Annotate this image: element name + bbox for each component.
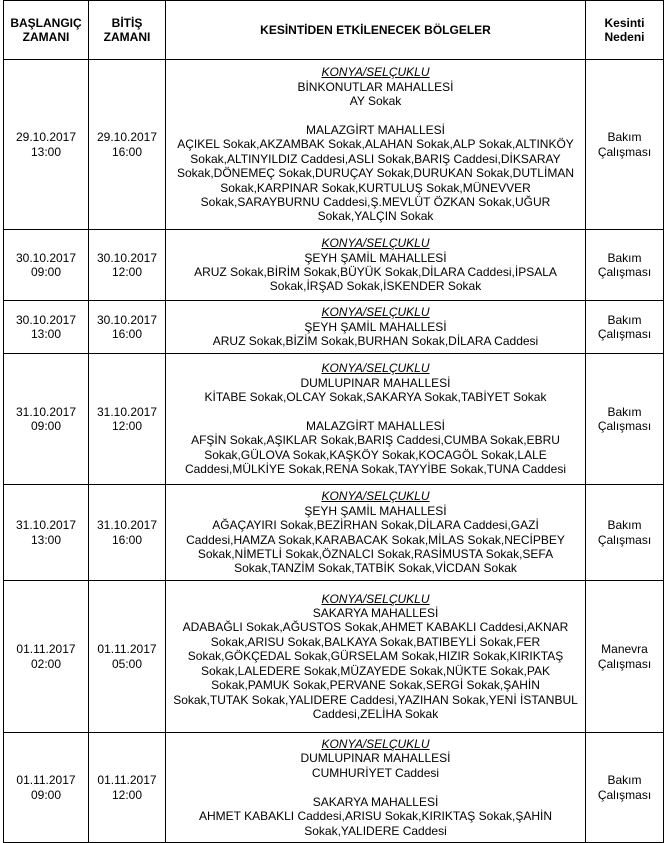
end-time-cell bbox=[89, 581, 166, 733]
start-date: 31.10.2017 bbox=[15, 404, 77, 419]
table-row bbox=[4, 485, 664, 581]
start-time-cell bbox=[4, 230, 89, 301]
start-hour: 13:00 bbox=[30, 327, 62, 341]
city-district: KONYA/SELÇUKLU bbox=[321, 591, 430, 606]
city-district: KONYA/SELÇUKLU bbox=[321, 236, 430, 251]
end-hour: 12:00 bbox=[111, 787, 143, 802]
table-row bbox=[4, 301, 664, 354]
neighborhood-name: SAKARYA MAHALLESİ bbox=[312, 606, 439, 621]
start-hour: 13:00 bbox=[30, 532, 62, 547]
street-list: AÇIKEL Sokak,AKZAMBAK Sokak,ALAHAN Sokak,ALP Sokak,ALTINKÖY Sokak,ALTINYILDIZ Caddesi,ASLI Sokak,BARIŞ Caddesi,DİKSARAY Sokak,DÖNEMEÇ Sokak,DURUÇAY Sokak,DURUKAN Sokak,DUTLİMAN Sokak,KARPINAR Sokak,KURTULUŞ Sokak,MÜNEVVER Sokak,SARAYBURNU Caddesi,Ş.MEVLÜT ÖZKAN Sokak,UĞUR Sokak,YALÇIN Sokak bbox=[177, 137, 574, 224]
end-time-cell bbox=[89, 301, 166, 354]
outage-reason-cell bbox=[586, 354, 664, 485]
end-date: 01.11.2017 bbox=[97, 642, 157, 657]
end-hour: 16:00 bbox=[111, 532, 143, 547]
end-date: 30.10.2017 bbox=[96, 312, 158, 327]
street-list: AFŞİN Sokak,AŞIKLAR Sokak,BARIŞ Caddesi,CUMBA Sokak,EBRU Sokak,GÜLOVA Sokak,KAŞKÖY Sokak,KOCAGÖL Sokak,LALE Caddesi,MÜLKİYE Sokak,RENA Sokak,TAYYİBE Sokak,TUNA Caddesi bbox=[184, 433, 567, 477]
outage-reason-cell bbox=[586, 581, 664, 733]
start-time-cell bbox=[4, 733, 89, 843]
end-date: 29.10.2017 bbox=[96, 130, 158, 145]
end-time-cell bbox=[89, 733, 166, 843]
end-time-cell bbox=[89, 230, 166, 301]
start-time-cell bbox=[4, 60, 89, 230]
start-date: 29.10.2017 bbox=[15, 130, 77, 145]
street-list: AĞAÇAYIRI Sokak,BEZİRHAN Sokak,DİLARA Caddesi,GAZİ Caddesi,HAMZA Sokak,KARABACAK Sokak,MİLAS Sokak,NECİPBEY Sokak,NİMETLİ Sokak,ÖZNALCI Sokak,RASİMUSTA Sokak,SEFA Sokak,TANZİM Sokak,TATBİK Sokak,VİCDAN Sokak bbox=[186, 518, 565, 576]
street-list: CUMHURİYET Caddesi bbox=[311, 765, 440, 780]
outage-table bbox=[3, 0, 664, 843]
start-time-cell bbox=[4, 485, 89, 581]
end-time-cell bbox=[89, 485, 166, 581]
affected-region-cell bbox=[166, 60, 586, 230]
street-list: AHMET KABAKLI Caddesi,ARISU Sokak,KIRIKTAŞ Sokak,ŞAHİN Sokak,YALIDERE Caddesi bbox=[198, 809, 552, 838]
start-date: 31.10.2017 bbox=[15, 518, 77, 533]
header-outage-reason: Kesinti Nedeni bbox=[586, 1, 664, 60]
start-hour: 13:00 bbox=[30, 144, 62, 159]
end-hour: 16:00 bbox=[111, 327, 143, 341]
street-list: ARUZ Sokak,BİZİM Sokak,BURHAN Sokak,DİLARA Caddesi bbox=[212, 334, 539, 349]
start-date: 01.11.2017 bbox=[16, 642, 76, 657]
end-time-cell bbox=[89, 354, 166, 485]
header-start-time: BAŞLANGIÇ ZAMANI bbox=[4, 1, 89, 60]
city-district: KONYA/SELÇUKLU bbox=[321, 489, 430, 504]
start-date: 01.11.2017 bbox=[16, 773, 76, 788]
reason-line-2: Çalışması bbox=[597, 656, 652, 671]
neighborhood-name: DUMLUPINAR MAHALLESİ bbox=[300, 751, 451, 766]
end-hour: 12:00 bbox=[111, 265, 143, 279]
reason-line-2: Çalışması bbox=[597, 419, 652, 433]
reason-line-2: Çalışması bbox=[597, 532, 652, 547]
end-date: 30.10.2017 bbox=[96, 250, 158, 265]
end-hour: 16:00 bbox=[111, 144, 143, 159]
affected-region-cell bbox=[166, 230, 586, 301]
city-district: KONYA/SELÇUKLU bbox=[321, 65, 430, 80]
start-hour: 02:00 bbox=[30, 656, 62, 671]
table-row bbox=[4, 581, 664, 733]
header-row bbox=[4, 1, 664, 60]
city-district: KONYA/SELÇUKLU bbox=[321, 737, 430, 752]
start-hour: 09:00 bbox=[30, 419, 62, 433]
neighborhood-name: DUMLUPINAR MAHALLESİ bbox=[300, 375, 451, 390]
table-row bbox=[4, 60, 664, 230]
reason-line-1: Manevra bbox=[601, 642, 648, 657]
affected-region-cell bbox=[166, 581, 586, 733]
reason-line-2: Çalışması bbox=[597, 144, 652, 159]
neighborhood-name: MALAZGİRT MAHALLESİ bbox=[306, 418, 445, 433]
reason-line-2: Çalışması bbox=[597, 787, 652, 802]
outage-reason-cell bbox=[586, 301, 664, 354]
street-list: ADABAĞLI Sokak,AĞUSTOS Sokak,AHMET KABAKLI Caddesi,AKNAR Sokak,ARISU Sokak,BALKAYA Sokak,BATIBEYLİ Sokak,FER Sokak,GÖKÇEDAL Sokak,GÜRSELAM Sokak,HIZIR Sokak,KIRIKTAŞ Sokak,LALEDERE Sokak,MÜZAYEDE Sokak,NÜKTE Sokak,PAK Sokak,PAMUK Sokak,PERVANE Sokak,SERGİ Sokak,ŞAHİN Sokak,TUTAK Sokak,YALIDERE Caddesi,YAZIHAN Sokak,YENİ İSTANBUL Caddesi,ZELİHA Sokak bbox=[173, 620, 578, 721]
neighborhood-name: SAKARYA MAHALLESİ bbox=[312, 794, 439, 809]
neighborhood-name: ŞEYH ŞAMİL MAHALLESİ bbox=[304, 250, 447, 265]
reason-line-1: Bakım bbox=[607, 130, 642, 145]
table-row bbox=[4, 733, 664, 843]
city-district: KONYA/SELÇUKLU bbox=[321, 305, 430, 320]
end-date: 31.10.2017 bbox=[96, 518, 158, 533]
neighborhood-name: ŞEYH ŞAMİL MAHALLESİ bbox=[304, 503, 447, 518]
table-row bbox=[4, 230, 664, 301]
start-hour: 09:00 bbox=[30, 787, 62, 802]
end-time-cell bbox=[89, 60, 166, 230]
start-time-cell bbox=[4, 301, 89, 354]
street-list: KİTABE Sokak,OLCAY Sokak,SAKARYA Sokak,TABİYET Sokak bbox=[204, 390, 547, 405]
affected-region-cell bbox=[166, 354, 586, 485]
affected-region-cell bbox=[166, 733, 586, 843]
reason-line-1: Bakım bbox=[607, 312, 642, 327]
header-affected-regions: KESİNTİDEN ETKİLENECEK BÖLGELER bbox=[166, 1, 586, 60]
group-spacer bbox=[172, 780, 579, 794]
reason-line-2: Çalışması bbox=[597, 265, 652, 279]
reason-line-1: Bakım bbox=[607, 518, 642, 533]
neighborhood-name: BİNKONUTLAR MAHALLESİ bbox=[297, 79, 454, 94]
table-row bbox=[4, 354, 664, 485]
reason-line-2: Çalışması bbox=[597, 327, 652, 341]
header-end-time: BİTİŞ ZAMANI bbox=[89, 1, 166, 60]
reason-line-1: Bakım bbox=[607, 404, 642, 419]
affected-region-cell bbox=[166, 301, 586, 354]
outage-reason-cell bbox=[586, 485, 664, 581]
start-date: 30.10.2017 bbox=[15, 250, 77, 265]
outage-reason-cell bbox=[586, 60, 664, 230]
outage-rows bbox=[4, 60, 664, 843]
end-hour: 12:00 bbox=[111, 419, 143, 433]
group-spacer bbox=[172, 405, 579, 419]
street-list: ARUZ Sokak,BİRİM Sokak,BÜYÜK Sokak,DİLARA Caddesi,İPSALA Sokak,İRŞAD Sokak,İSKENDER Sokak bbox=[194, 265, 557, 294]
reason-line-1: Bakım bbox=[607, 250, 642, 265]
street-list: AY Sokak bbox=[349, 94, 402, 109]
outage-reason-cell bbox=[586, 733, 664, 843]
start-date: 30.10.2017 bbox=[15, 312, 77, 327]
group-spacer bbox=[172, 108, 579, 122]
neighborhood-name: ŞEYH ŞAMİL MAHALLESİ bbox=[304, 319, 447, 334]
start-hour: 09:00 bbox=[30, 265, 62, 279]
outage-reason-cell bbox=[586, 230, 664, 301]
end-date: 01.11.2017 bbox=[97, 773, 157, 788]
start-time-cell bbox=[4, 581, 89, 733]
reason-line-1: Bakım bbox=[607, 773, 642, 788]
neighborhood-name: MALAZGİRT MAHALLESİ bbox=[306, 122, 445, 137]
city-district: KONYA/SELÇUKLU bbox=[321, 361, 430, 376]
affected-region-cell bbox=[166, 485, 586, 581]
start-time-cell bbox=[4, 354, 89, 485]
end-hour: 05:00 bbox=[111, 656, 143, 671]
end-date: 31.10.2017 bbox=[96, 404, 158, 419]
